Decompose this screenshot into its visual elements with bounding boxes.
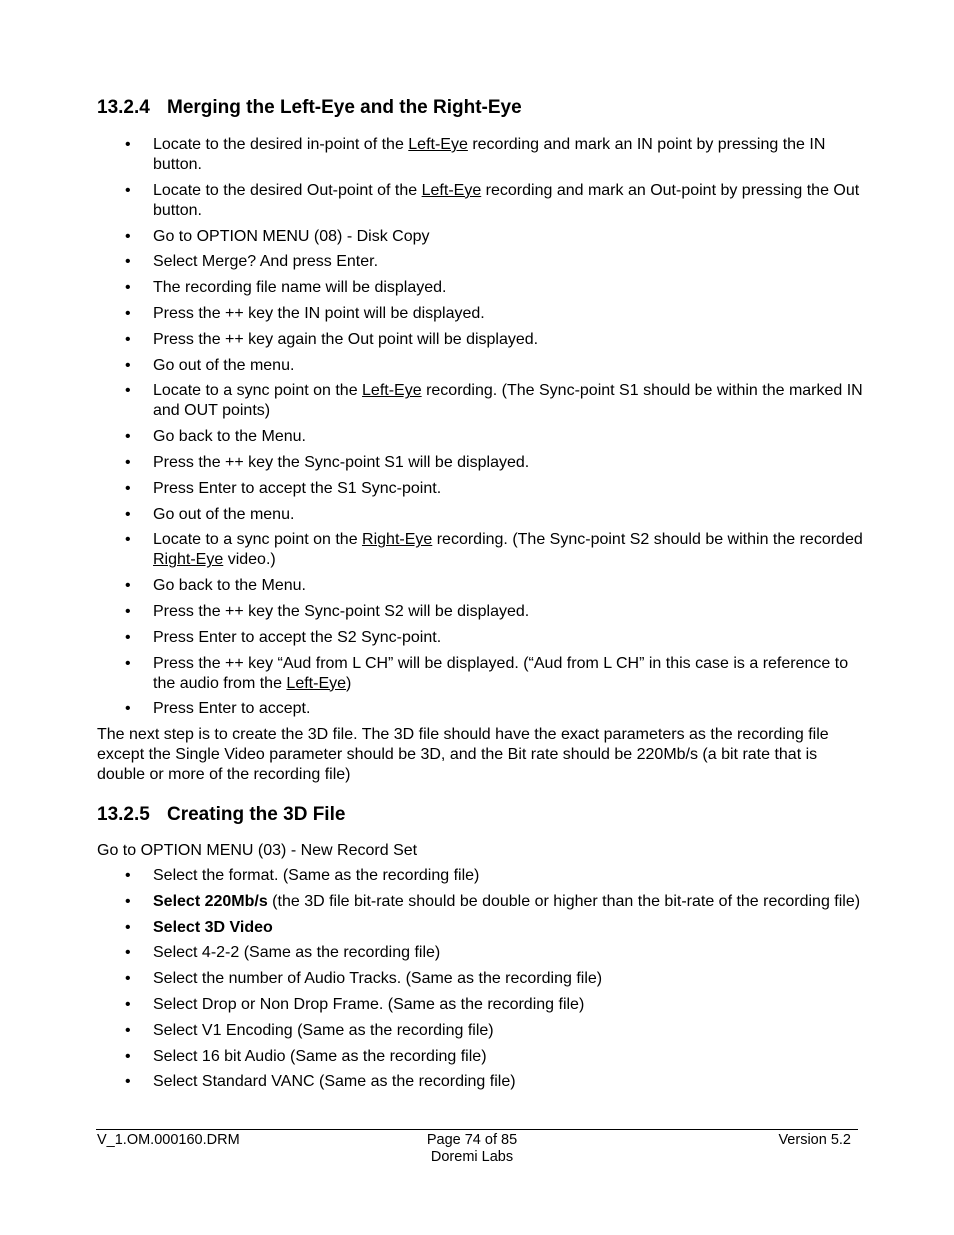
- list-item: • Go to OPTION MENU (08) - Disk Copy: [0, 227, 954, 247]
- list-item: • Select Standard VANC (Same as the recording file): [0, 1072, 954, 1092]
- list-item: • Locate to the desired Out-point of the Left-Eye recording and mark an Out-point by pressing the Out button.: [0, 181, 954, 221]
- create-3d-steps-list: [0, 866, 954, 1098]
- term-right-eye: Right-Eye: [362, 531, 433, 549]
- footer-doc-id: V_1.OM.000160.DRM: [97, 1132, 240, 1148]
- term-right-eye: Right-Eye: [153, 551, 224, 569]
- section-title: Merging the Left-Eye and the Right-Eye: [167, 97, 522, 118]
- list-item: • Locate to a sync point on the Right-Eye recording. (The Sync-point S2 should be within the recorded Right-Eye video.): [0, 530, 954, 570]
- list-item: • Locate to the desired in-point of the Left-Eye recording and mark an IN point by pressing the IN button.: [0, 135, 954, 175]
- list-item: • Select Drop or Non Drop Frame. (Same as the recording file): [0, 995, 954, 1015]
- list-item: • Press the ++ key the Sync-point S1 will be displayed.: [0, 453, 954, 473]
- term-left-eye: Left-Eye: [421, 181, 482, 199]
- footer-version: Version 5.2: [778, 1132, 851, 1148]
- list-item: • Press the ++ key the IN point will be displayed.: [0, 304, 954, 324]
- term-left-eye: Left-Eye: [408, 136, 468, 153]
- list-item: • Press Enter to accept the S2 Sync-point.: [0, 628, 954, 648]
- footer-divider: [96, 1129, 858, 1130]
- footer-center: [322, 1132, 622, 1166]
- list-item: • Select Merge? And press Enter.: [0, 252, 954, 272]
- section-number: 13.2.5: [97, 804, 150, 825]
- list-item: • Press the ++ key the Sync-point S2 will be displayed.: [0, 602, 954, 622]
- list-item: • Select 16 bit Audio (Same as the recording file): [0, 1047, 954, 1067]
- list-item: • Select 220Mb/s (the 3D file bit-rate should be double or higher than the bit-rate of the recording file): [0, 892, 954, 912]
- list-item: • The recording file name will be displayed.: [0, 278, 954, 298]
- term-left-eye: Left-Eye: [286, 674, 347, 692]
- list-item: • Select V1 Encoding (Same as the recording file): [0, 1021, 954, 1041]
- term-left-eye: Left-Eye: [362, 382, 422, 400]
- page-number: Page 74 of 85: [426, 1132, 518, 1148]
- list-item: • Press Enter to accept.: [0, 699, 954, 719]
- list-item: • Go out of the menu.: [0, 505, 954, 525]
- list-item: • Press Enter to accept the S1 Sync-point.: [0, 479, 954, 499]
- section-heading-creating-3d: [97, 803, 345, 827]
- section-title: Creating the 3D File: [167, 804, 346, 825]
- list-item: • Select 4-2-2 (Same as the recording file): [0, 943, 954, 963]
- list-item: • Press the ++ key “Aud from L CH” will be displayed. (“Aud from L CH” in this case is a reference to the audio from the Left-Eye): [0, 654, 954, 694]
- list-item: • Select the number of Audio Tracks. (Same as the recording file): [0, 969, 954, 989]
- list-item: • Press the ++ key again the Out point will be displayed.: [0, 330, 954, 350]
- list-item: • Go out of the menu.: [0, 356, 954, 376]
- list-item: • Go back to the Menu.: [0, 576, 954, 596]
- body-paragraph: The next step is to create the 3D file. The 3D file should have the exact parameters as the recording file except the Single Video parameter should be 3D, and the Bit rate should be 220Mb/s (a bit rate that is double or more of the recording file): [97, 726, 829, 783]
- list-item: • Locate to a sync point on the Left-Eye recording. (The Sync-point S1 should be within the marked IN and OUT points): [0, 381, 954, 421]
- section-intro: Go to OPTION MENU (03) - New Record Set: [97, 842, 418, 859]
- company-name: Doremi Labs: [430, 1149, 514, 1165]
- list-item: • Select 3D Video: [0, 918, 954, 938]
- section-heading-merging: [97, 96, 522, 120]
- merge-steps-list: [0, 135, 954, 725]
- list-item: • Select the format. (Same as the recording file): [0, 866, 954, 886]
- list-item: • Go back to the Menu.: [0, 427, 954, 447]
- section-number: 13.2.4: [97, 97, 150, 118]
